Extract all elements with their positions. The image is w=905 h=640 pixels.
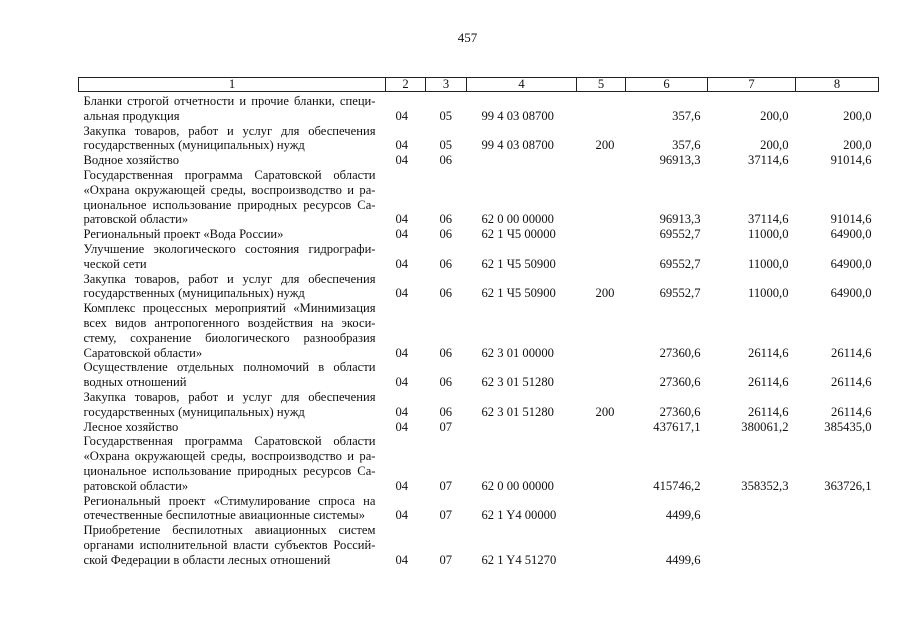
expense-type-code (577, 227, 626, 242)
column-header-5: 5 (577, 78, 626, 92)
table-row (79, 227, 879, 242)
amount-col-8: 64900,0 (830, 256, 872, 271)
target-article-code: 62 0 00 00000 (481, 478, 554, 493)
table-row (79, 523, 879, 567)
page-number: 457 (457, 30, 478, 45)
column-header-4: 4 (467, 78, 577, 92)
description-line: Закупка товаров, работ и услуг для обеспечения (83, 389, 376, 404)
section-code: 04 (395, 212, 409, 227)
amount-col-6: 415746,2 (653, 478, 701, 493)
subsection-code: 07 (439, 419, 453, 434)
amount-col-8 (796, 494, 879, 524)
row-description (79, 420, 386, 435)
description-line: циональное использование природных ресурсов Са- (83, 463, 376, 478)
subsection-code: 06 (439, 404, 453, 419)
description-line: ской Федерации в области лесных отношений (83, 552, 331, 567)
subsection-code: 07 (439, 552, 453, 567)
amount-col-6: 357,6 (672, 108, 701, 123)
expense-type-code (577, 360, 626, 390)
subsection-code: 05 (439, 108, 453, 123)
amount-col-6: 27360,6 (659, 375, 701, 390)
amount-col-7 (708, 494, 796, 524)
description-line: государственных (муниципальных) нужд (83, 286, 305, 301)
amount-col-7: 11000,0 (748, 256, 789, 271)
target-article-code: 62 0 00 00000 (481, 212, 554, 227)
description-line: Государственная программа Саратовской области (83, 167, 376, 182)
target-article-code (467, 420, 577, 435)
expense-type-code (577, 523, 626, 567)
amount-col-6: 4499,6 (665, 552, 701, 567)
section-code: 04 (395, 227, 409, 242)
amount-col-8: 26114,6 (831, 404, 872, 419)
target-article-code: 62 1 Y4 00000 (481, 508, 557, 523)
row-description (79, 242, 386, 272)
amount-col-7: 26114,6 (748, 375, 789, 390)
description-line: Приобретение беспилотных авиационных систем (83, 523, 376, 538)
amount-col-7: 26114,6 (748, 345, 789, 360)
amount-col-7 (708, 523, 796, 567)
amount-col-7: 380061,2 (741, 419, 789, 434)
subsection-code: 06 (439, 212, 453, 227)
subsection-code: 07 (439, 478, 453, 493)
row-description (79, 434, 386, 493)
description-line: Закупка товаров, работ и услуг для обеспечения (83, 271, 376, 286)
expense-type-code (577, 92, 626, 124)
subsection-code: 06 (439, 286, 453, 301)
amount-col-7: 11000,0 (748, 227, 789, 242)
table-row (79, 168, 879, 227)
description-line: Региональный проект «Вода России» (83, 227, 284, 242)
section-code: 04 (395, 552, 409, 567)
amount-col-6: 27360,6 (659, 404, 701, 419)
description-line: ратовской области» (83, 212, 189, 227)
table-row (79, 301, 879, 360)
table-row (79, 124, 879, 154)
description-line: Комплекс процессных мероприятий «Минимизация (83, 301, 376, 316)
amount-col-6: 96913,3 (659, 153, 701, 168)
table-row (79, 390, 879, 420)
column-header-7: 7 (708, 78, 796, 92)
amount-col-8: 26114,6 (831, 345, 872, 360)
target-article-code: 62 1 Ч5 50900 (481, 256, 556, 271)
section-code: 04 (395, 375, 409, 390)
amount-col-7: 358352,3 (741, 478, 789, 493)
amount-col-7: 200,0 (760, 108, 789, 123)
description-line: отечественные беспилотные авиационные системы» (83, 508, 366, 523)
row-description (79, 227, 386, 242)
row-description (79, 168, 386, 227)
subsection-code: 06 (439, 256, 453, 271)
section-code: 04 (395, 345, 409, 360)
amount-col-7: 11000,0 (748, 286, 789, 301)
section-code: 04 (395, 256, 409, 271)
description-line: Саратовской области» (83, 345, 203, 360)
amount-col-8: 200,0 (843, 108, 872, 123)
row-description (79, 153, 386, 168)
column-header-8: 8 (796, 78, 879, 92)
description-line: Осуществление отдельных полномочий в области (83, 360, 376, 375)
target-article-code (467, 153, 577, 168)
table-header-row (79, 78, 879, 92)
description-line: Закупка товаров, работ и услуг для обеспечения (83, 123, 376, 138)
description-line: Лесное хозяйство (83, 419, 179, 434)
column-header-6: 6 (626, 78, 708, 92)
budget-table (78, 77, 879, 568)
description-line: Региональный проект «Стимулирование спроса на (83, 493, 376, 508)
table-row (79, 92, 879, 124)
amount-col-8 (796, 523, 879, 567)
amount-col-6: 96913,3 (659, 212, 701, 227)
description-line: альная продукция (83, 108, 180, 123)
row-description (79, 390, 386, 420)
description-line: государственных (муниципальных) нужд (83, 138, 305, 153)
target-article-code: 62 1 Ч5 00000 (481, 227, 556, 242)
subsection-code: 05 (439, 138, 453, 153)
target-article-code: 62 3 01 51280 (481, 404, 554, 419)
expense-type-code: 200 (595, 138, 615, 153)
subsection-code: 06 (439, 153, 453, 168)
table-row (79, 434, 879, 493)
description-line: «Охрана окружающей среды, воспроизводство и ра- (83, 182, 376, 197)
amount-col-8: 64900,0 (830, 227, 872, 242)
table-row (79, 153, 879, 168)
amount-col-8: 64900,0 (830, 286, 872, 301)
section-code: 04 (395, 138, 409, 153)
description-line: ратовской области» (83, 478, 189, 493)
amount-col-8: 385435,0 (824, 419, 872, 434)
amount-col-8: 200,0 (843, 138, 872, 153)
section-code: 04 (395, 153, 409, 168)
amount-col-6: 69552,7 (659, 256, 701, 271)
amount-col-6: 69552,7 (659, 286, 701, 301)
description-line: циональное использование природных ресурсов Са- (83, 197, 376, 212)
amount-col-7: 200,0 (760, 138, 789, 153)
target-article-code: 99 4 03 08700 (481, 138, 554, 153)
amount-col-6: 437617,1 (653, 419, 701, 434)
expense-type-code: 200 (595, 404, 615, 419)
description-line: органами исполнительной власти субъектов Россий- (83, 537, 376, 552)
amount-col-8: 91014,6 (830, 212, 872, 227)
row-description (79, 494, 386, 524)
amount-col-6: 69552,7 (659, 227, 701, 242)
amount-col-8: 26114,6 (831, 375, 872, 390)
target-article-code: 62 3 01 00000 (481, 345, 554, 360)
description-line: стему, сохранение биологического разнообразия (83, 330, 376, 345)
table-body (79, 92, 879, 568)
section-code: 04 (395, 478, 409, 493)
section-code: 04 (395, 108, 409, 123)
description-line: государственных (муниципальных) нужд (83, 404, 305, 419)
amount-col-7: 26114,6 (748, 404, 789, 419)
row-description (79, 301, 386, 360)
target-article-code: 62 1 Ч5 50900 (481, 286, 556, 301)
target-article-code: 62 3 01 51280 (481, 375, 554, 390)
target-article-code: 99 4 03 08700 (481, 108, 554, 123)
expense-type-code (577, 153, 626, 168)
section-code: 04 (395, 508, 409, 523)
column-header-3: 3 (426, 78, 467, 92)
table-row (79, 360, 879, 390)
description-line: Бланки строгой отчетности и прочие бланки, специ- (83, 94, 376, 108)
amount-col-6: 27360,6 (659, 345, 701, 360)
expense-type-code: 200 (595, 286, 615, 301)
description-line: Улучшение экологического состояния гидрографи- (83, 241, 376, 256)
column-header-2: 2 (386, 78, 426, 92)
subsection-code: 06 (439, 227, 453, 242)
column-header-1: 1 (79, 78, 386, 92)
section-code: 04 (395, 286, 409, 301)
section-code: 04 (395, 419, 409, 434)
table-row (79, 420, 879, 435)
subsection-code: 07 (439, 508, 453, 523)
expense-type-code (577, 434, 626, 493)
expense-type-code (577, 242, 626, 272)
row-description (79, 124, 386, 154)
subsection-code: 06 (439, 345, 453, 360)
row-description (79, 92, 386, 124)
description-line: водных отношений (83, 375, 187, 390)
description-line: Государственная программа Саратовской области (83, 434, 376, 449)
table-row (79, 242, 879, 272)
target-article-code: 62 1 Y4 51270 (481, 552, 557, 567)
amount-col-6: 357,6 (672, 138, 701, 153)
row-description (79, 272, 386, 302)
amount-col-8: 363726,1 (824, 478, 872, 493)
row-description (79, 523, 386, 567)
description-line: «Охрана окружающей среды, воспроизводство и ра- (83, 449, 376, 464)
expense-type-code (577, 420, 626, 435)
amount-col-7: 37114,6 (748, 153, 789, 168)
section-code: 04 (395, 404, 409, 419)
amount-col-8: 91014,6 (830, 153, 872, 168)
description-line: Водное хозяйство (83, 153, 180, 168)
subsection-code: 06 (439, 375, 453, 390)
description-line: всех видов антропогенного воздействия на экоси- (83, 315, 376, 330)
amount-col-7: 37114,6 (748, 212, 789, 227)
expense-type-code (577, 494, 626, 524)
table-row (79, 494, 879, 524)
expense-type-code (577, 168, 626, 227)
table-row (79, 272, 879, 302)
amount-col-6: 4499,6 (665, 508, 701, 523)
row-description (79, 360, 386, 390)
expense-type-code (577, 301, 626, 360)
description-line: ческой сети (83, 256, 147, 271)
